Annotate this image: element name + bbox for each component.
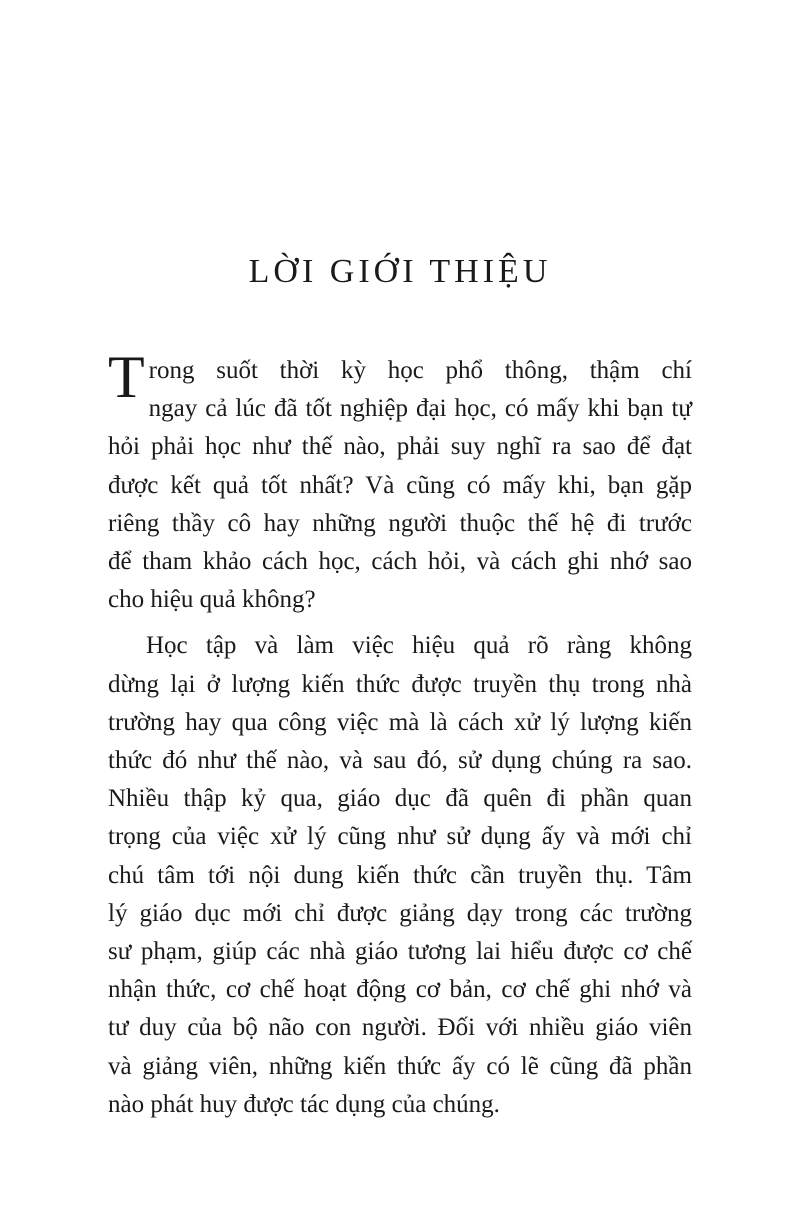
text-line: chú tâm tới nội dung kiến thức cần truyền thụ. Tâm: [108, 861, 692, 889]
text-line: tư duy của bộ não con người. Đối với nhiều giáo viên: [108, 1014, 692, 1042]
text-line: trọng của việc xử lý cũng như sử dụng ấy và mới chỉ: [108, 823, 692, 851]
body-text: [108, 344, 692, 1124]
text-line: nào phát huy được tác dụng của chúng.: [108, 1090, 500, 1118]
text-line: sư phạm, giúp các nhà giáo tương lai hiểu được cơ chế: [108, 938, 692, 966]
chapter-title: LỜI GIỚI THIỆU: [248, 253, 552, 290]
paragraph-1: [108, 344, 692, 619]
text-line: và giảng viên, những kiến thức ấy có lẽ cũng đã phần: [108, 1052, 692, 1080]
paragraph-2: [108, 627, 692, 1124]
text-line: ngay cả lúc đã tốt nghiệp đại học, có mấy khi bạn tự: [148, 395, 692, 423]
text-line: thức đó như thế nào, và sau đó, sử dụng chúng ra sao.: [108, 747, 692, 775]
line-text: rong suốt thời kỳ học phổ thông, thậm chí: [148, 357, 692, 384]
text-line: trường hay qua công việc mà là cách xử lý lượng kiến: [108, 708, 692, 736]
text-line: Học tập và làm việc hiệu quả rõ ràng không: [146, 632, 692, 660]
text-line: nhận thức, cơ chế hoạt động cơ bản, cơ chế ghi nhớ và: [108, 976, 692, 1004]
text-line: để tham khảo cách học, cách hỏi, và cách ghi nhớ sao: [108, 548, 692, 576]
text-line: Nhiều thập kỷ qua, giáo dục đã quên đi phần quan: [108, 785, 692, 813]
text-line: được kết quả tốt nhất? Và cũng có mấy khi, bạn gặp: [108, 471, 692, 499]
text-line: hỏi phải học như thế nào, phải suy nghĩ ra sao để đạt: [108, 433, 692, 461]
text-line: lý giáo dục mới chỉ được giảng dạy trong các trường: [108, 899, 692, 927]
text-line: cho hiệu quả không?: [108, 586, 316, 614]
drop-cap: T: [108, 344, 145, 410]
text-line: dừng lại ở lượng kiến thức được truyền thụ trong nhà: [108, 670, 692, 698]
text-line: riêng thầy cô hay những người thuộc thế hệ đi trước: [108, 509, 692, 537]
